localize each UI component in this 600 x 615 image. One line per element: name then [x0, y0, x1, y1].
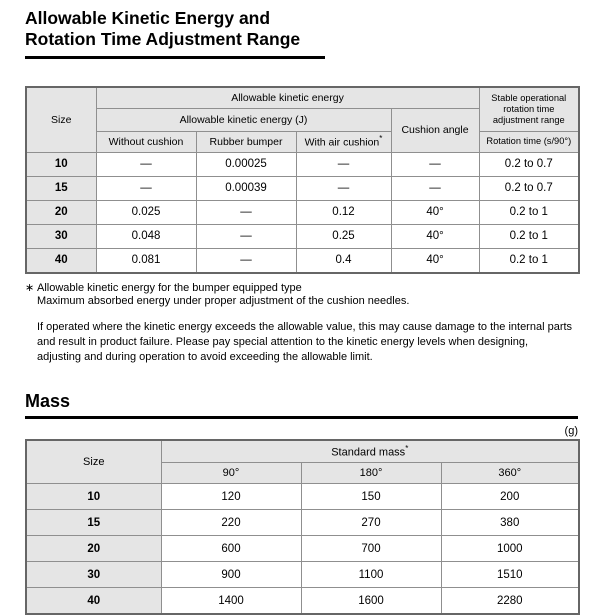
- energy-header-stable-range: Stable operational rotation time adjustment range: [479, 87, 579, 132]
- without-cushion-cell: —: [96, 176, 196, 200]
- mass-180-cell: 150: [301, 484, 441, 510]
- mass-header-standard-mass: [161, 440, 579, 463]
- mass-table-header: [26, 440, 579, 484]
- size-cell: 20: [26, 536, 161, 562]
- mass-90-cell: 220: [161, 510, 301, 536]
- mass-360-cell: 1510: [441, 562, 579, 588]
- energy-header-row-1: [26, 87, 579, 109]
- title-line-1: Allowable Kinetic Energy and: [25, 8, 271, 28]
- energy-header-row-3: [26, 131, 579, 152]
- footnote-line-1: [25, 282, 578, 296]
- mass-row: [26, 562, 579, 588]
- energy-header-without-cushion: Without cushion: [96, 131, 196, 152]
- rubber-bumper-cell: —: [196, 200, 296, 224]
- size-cell: 30: [26, 224, 96, 248]
- asterisk-superscript: *: [379, 134, 383, 144]
- warning-paragraph: If operated where the kinetic energy exceeds the allowable value, this may cause damage to the internal parts and result in product failure. Please pay special attention to the kinetic energy levels when designing, adjusting and during operation to avoid exceeding the allowable limit.: [37, 321, 573, 364]
- without-cushion-cell: 0.025: [96, 200, 196, 224]
- size-cell: 40: [26, 248, 96, 273]
- mass-row: [26, 510, 579, 536]
- mass-360-cell: 1000: [441, 536, 579, 562]
- mass-row: [26, 588, 579, 615]
- mass-header-360: 360°: [441, 463, 579, 484]
- size-cell: 20: [26, 200, 96, 224]
- page-title: [25, 8, 325, 59]
- energy-header-subgroup: Allowable kinetic energy (J): [96, 108, 391, 131]
- mass-table-body: [26, 484, 579, 615]
- cushion-angle-cell: 40°: [391, 248, 479, 273]
- footnote-line-2: Maximum absorbed energy under proper adjustment of the cushion needles.: [37, 295, 410, 308]
- rotation-time-cell: 0.2 to 0.7: [479, 176, 579, 200]
- mass-90-cell: 600: [161, 536, 301, 562]
- energy-header-rotation-time: Rotation time (s/90°): [479, 131, 579, 152]
- size-cell: 10: [26, 484, 161, 510]
- mass-header-row-1: [26, 440, 579, 463]
- footnote-text-1: Allowable kinetic energy for the bumper equipped type: [37, 281, 302, 294]
- rubber-bumper-cell: —: [196, 248, 296, 273]
- rotation-time-cell: 0.2 to 1: [479, 248, 579, 273]
- rotation-time-cell: 0.2 to 1: [479, 224, 579, 248]
- energy-header-group: Allowable kinetic energy: [96, 87, 479, 109]
- mass-180-cell: 270: [301, 510, 441, 536]
- size-cell: 10: [26, 152, 96, 176]
- without-cushion-cell: 0.081: [96, 248, 196, 273]
- energy-header-cushion-angle: Cushion angle: [391, 108, 479, 152]
- air-cushion-cell: 0.12: [296, 200, 391, 224]
- rubber-bumper-cell: —: [196, 224, 296, 248]
- mass-row: [26, 484, 579, 510]
- mass-180-cell: 700: [301, 536, 441, 562]
- air-cushion-cell: —: [296, 152, 391, 176]
- mass-90-cell: 1400: [161, 588, 301, 615]
- without-cushion-cell: —: [96, 152, 196, 176]
- air-cushion-cell: 0.4: [296, 248, 391, 273]
- mass-180-cell: 1100: [301, 562, 441, 588]
- cushion-angle-cell: —: [391, 152, 479, 176]
- energy-row: [26, 224, 579, 248]
- without-cushion-cell: 0.048: [96, 224, 196, 248]
- cushion-angle-cell: 40°: [391, 224, 479, 248]
- size-cell: 30: [26, 562, 161, 588]
- air-cushion-label: With air cushion: [304, 136, 380, 149]
- energy-row: [26, 152, 579, 176]
- energy-header-air-cushion: [296, 131, 391, 152]
- mass-90-cell: 120: [161, 484, 301, 510]
- asterisk-superscript: *: [405, 444, 409, 454]
- cushion-angle-cell: —: [391, 176, 479, 200]
- size-cell: 40: [26, 588, 161, 615]
- energy-row: [26, 176, 579, 200]
- size-cell: 15: [26, 510, 161, 536]
- title-line-2: Rotation Time Adjustment Range: [25, 29, 301, 50]
- unit-label: (g): [564, 425, 578, 438]
- rotation-time-cell: 0.2 to 1: [479, 200, 579, 224]
- mass-section-title: Mass: [25, 391, 578, 419]
- footnote-marker: ∗: [25, 281, 35, 294]
- energy-row: [26, 200, 579, 224]
- energy-table: [25, 86, 580, 274]
- energy-header-rubber-bumper: Rubber bumper: [196, 131, 296, 152]
- mass-360-cell: 200: [441, 484, 579, 510]
- rotation-time-cell: 0.2 to 0.7: [479, 152, 579, 176]
- mass-table: [25, 439, 580, 615]
- mass-header-180: 180°: [301, 463, 441, 484]
- rubber-bumper-cell: 0.00025: [196, 152, 296, 176]
- mass-90-cell: 900: [161, 562, 301, 588]
- footnotes: [25, 282, 578, 365]
- mass-header-90: 90°: [161, 463, 301, 484]
- mass-row: [26, 536, 579, 562]
- rubber-bumper-cell: 0.00039: [196, 176, 296, 200]
- mass-180-cell: 1600: [301, 588, 441, 615]
- air-cushion-cell: —: [296, 176, 391, 200]
- energy-header-size: Size: [26, 87, 96, 153]
- mass-360-cell: 380: [441, 510, 579, 536]
- standard-mass-label: Standard mass: [331, 446, 406, 459]
- energy-table-header: [26, 87, 579, 153]
- energy-row: [26, 248, 579, 273]
- cushion-angle-cell: 40°: [391, 200, 479, 224]
- mass-header-size: Size: [26, 440, 161, 484]
- size-cell: 15: [26, 176, 96, 200]
- mass-360-cell: 2280: [441, 588, 579, 615]
- energy-table-body: [26, 152, 579, 273]
- air-cushion-cell: 0.25: [296, 224, 391, 248]
